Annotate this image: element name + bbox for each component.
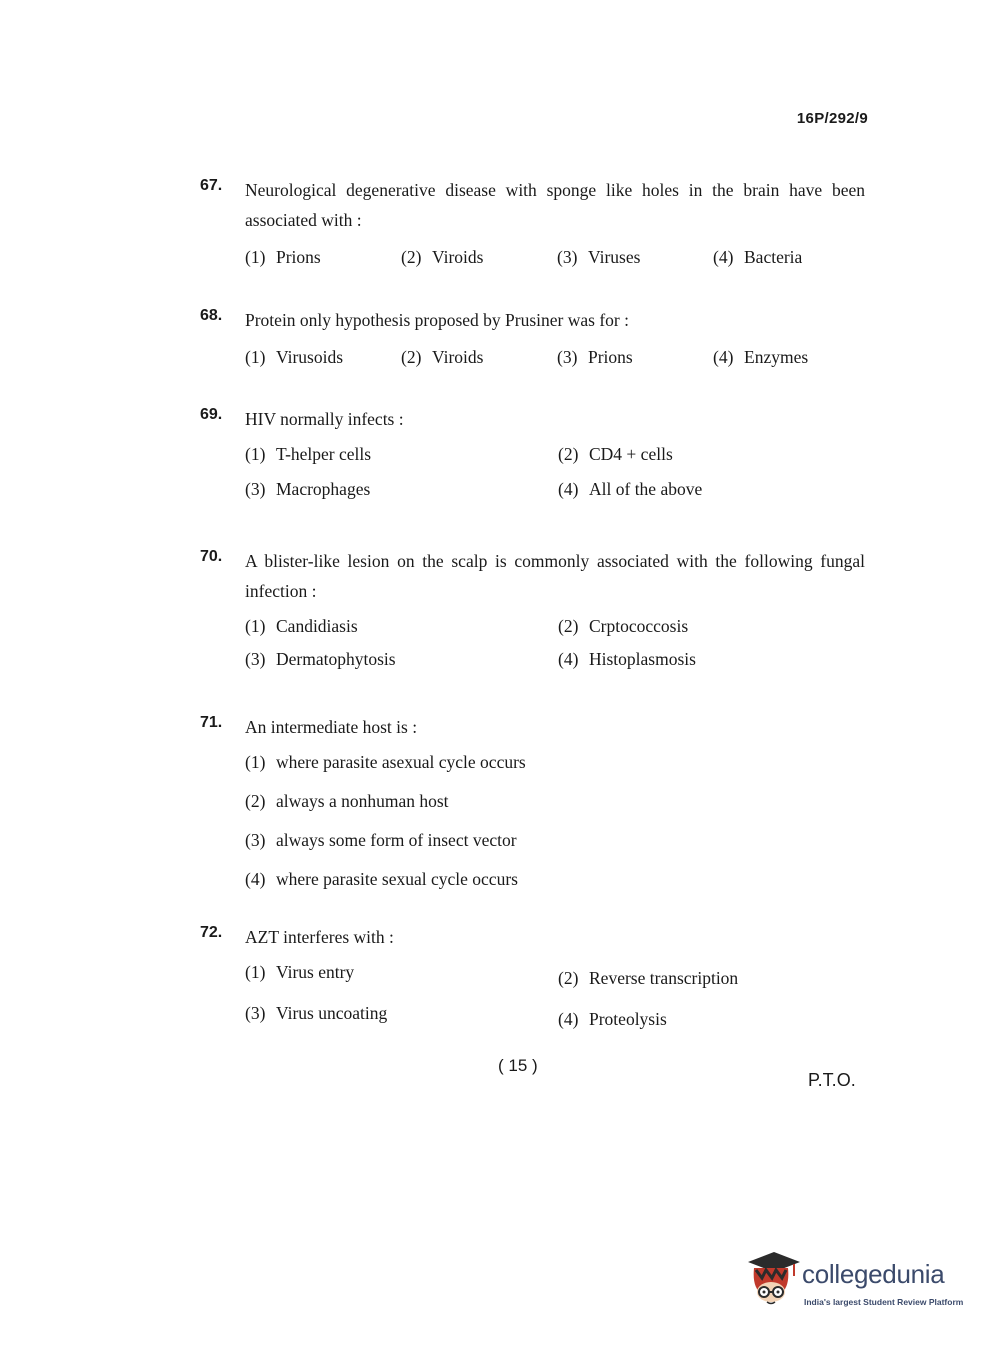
option	[245, 1003, 558, 1030]
option	[245, 616, 558, 637]
brand-tagline: India's largest Student Review Platform	[804, 1297, 964, 1307]
option-tag: (1)	[245, 752, 266, 772]
pto-label: P.T.O.	[808, 1070, 856, 1090]
option-tag: (2)	[401, 347, 422, 367]
option-text: Bacteria	[744, 247, 803, 267]
question-72	[200, 922, 865, 1030]
option	[245, 649, 558, 670]
option-text: Enzymes	[744, 347, 809, 367]
collegedunia-logo[interactable]	[742, 1248, 972, 1318]
option	[558, 968, 858, 989]
option-tag: (1)	[245, 616, 266, 636]
page-number: ( 15 )	[498, 1056, 538, 1075]
option-tag: (2)	[558, 616, 579, 636]
option-text: Virus entry	[276, 962, 355, 982]
question-69	[200, 404, 865, 500]
question-number: 68.	[200, 307, 223, 324]
option	[558, 444, 858, 465]
option-text: Reverse transcription	[589, 968, 739, 988]
option-text: always a nonhuman host	[276, 791, 449, 811]
option	[558, 1009, 858, 1030]
option-text: Viruses	[588, 247, 641, 267]
option	[245, 444, 558, 465]
option	[558, 616, 858, 637]
question-number: 70.	[200, 548, 223, 565]
option	[245, 247, 401, 268]
question-number: 71.	[200, 714, 223, 731]
option-text: Macrophages	[276, 479, 371, 499]
option-tag: (2)	[401, 247, 422, 267]
option-text: Virusoids	[276, 347, 344, 367]
question-number: 72.	[200, 924, 223, 941]
option-tag: (3)	[245, 830, 266, 850]
options-grid	[245, 962, 865, 1030]
option	[245, 791, 865, 830]
option-text: CD4 + cells	[589, 444, 673, 464]
option	[558, 649, 858, 670]
option-text: Dermatophytosis	[276, 649, 396, 669]
option-tag: (3)	[557, 347, 578, 367]
option-tag: (1)	[245, 444, 266, 464]
question-text: An intermediate host is :	[245, 717, 418, 737]
option-text: Candidiasis	[276, 616, 358, 636]
option-tag: (3)	[245, 479, 266, 499]
option-text: Viroids	[432, 247, 484, 267]
brand-name: collegedunia	[802, 1259, 945, 1289]
options-row	[245, 347, 865, 368]
option-text: Prions	[276, 247, 321, 267]
option-text: Viroids	[432, 347, 484, 367]
option-tag: (3)	[245, 649, 266, 669]
question-67	[200, 175, 865, 268]
option	[245, 479, 558, 500]
option-tag: (2)	[558, 444, 579, 464]
options-grid	[245, 616, 865, 670]
option	[401, 247, 557, 268]
option	[401, 347, 557, 368]
option-text: Histoplasmosis	[589, 649, 696, 669]
option-tag: (1)	[245, 962, 266, 982]
option-tag: (4)	[713, 347, 734, 367]
question-70	[200, 546, 865, 670]
option-text: Crptococcosis	[589, 616, 689, 636]
option	[713, 347, 869, 368]
option-tag: (1)	[245, 347, 266, 367]
options-grid	[245, 444, 865, 500]
question-71	[200, 712, 865, 908]
question-text: Protein only hypothesis proposed by Prusiner was for :	[245, 310, 629, 330]
option-text: where parasite asexual cycle occurs	[276, 752, 526, 772]
option-tag: (2)	[245, 791, 266, 811]
option	[558, 479, 858, 500]
option	[245, 962, 558, 989]
option	[245, 347, 401, 368]
option-text: always some form of insect vector	[276, 830, 517, 850]
option-tag: (1)	[245, 247, 266, 267]
question-text: HIV normally infects :	[245, 409, 404, 429]
option-tag: (4)	[558, 649, 579, 669]
option	[713, 247, 869, 268]
option-text: where parasite sexual cycle occurs	[276, 869, 518, 889]
option	[245, 830, 865, 869]
option-tag: (4)	[558, 1009, 579, 1029]
option	[557, 247, 713, 268]
option	[245, 869, 865, 908]
option-tag: (4)	[245, 869, 266, 889]
option-tag: (4)	[558, 479, 579, 499]
option-text: Virus uncoating	[276, 1003, 388, 1023]
mascot-icon	[742, 1248, 802, 1310]
question-number: 67.	[200, 177, 223, 194]
option-text: T-helper cells	[276, 444, 372, 464]
options-row	[245, 247, 865, 268]
options-list	[245, 752, 865, 908]
option-tag: (2)	[558, 968, 579, 988]
option-text: Proteolysis	[589, 1009, 667, 1029]
paper-code: 16P/292/9	[796, 110, 868, 127]
option-text: All of the above	[589, 479, 703, 499]
option-text: Prions	[588, 347, 633, 367]
option	[245, 752, 865, 791]
question-text: AZT interferes with :	[245, 927, 394, 947]
option	[557, 347, 713, 368]
option-tag: (3)	[245, 1003, 266, 1023]
question-number: 69.	[200, 406, 223, 423]
option-tag: (3)	[557, 247, 578, 267]
question-68	[200, 305, 865, 368]
question-text: Neurological degenerative disease with sponge like holes in the brain have been associated with :	[245, 180, 865, 230]
question-text: A blister-like lesion on the scalp is commonly associated with the following fungal infection :	[245, 551, 865, 601]
option-tag: (4)	[713, 247, 734, 267]
